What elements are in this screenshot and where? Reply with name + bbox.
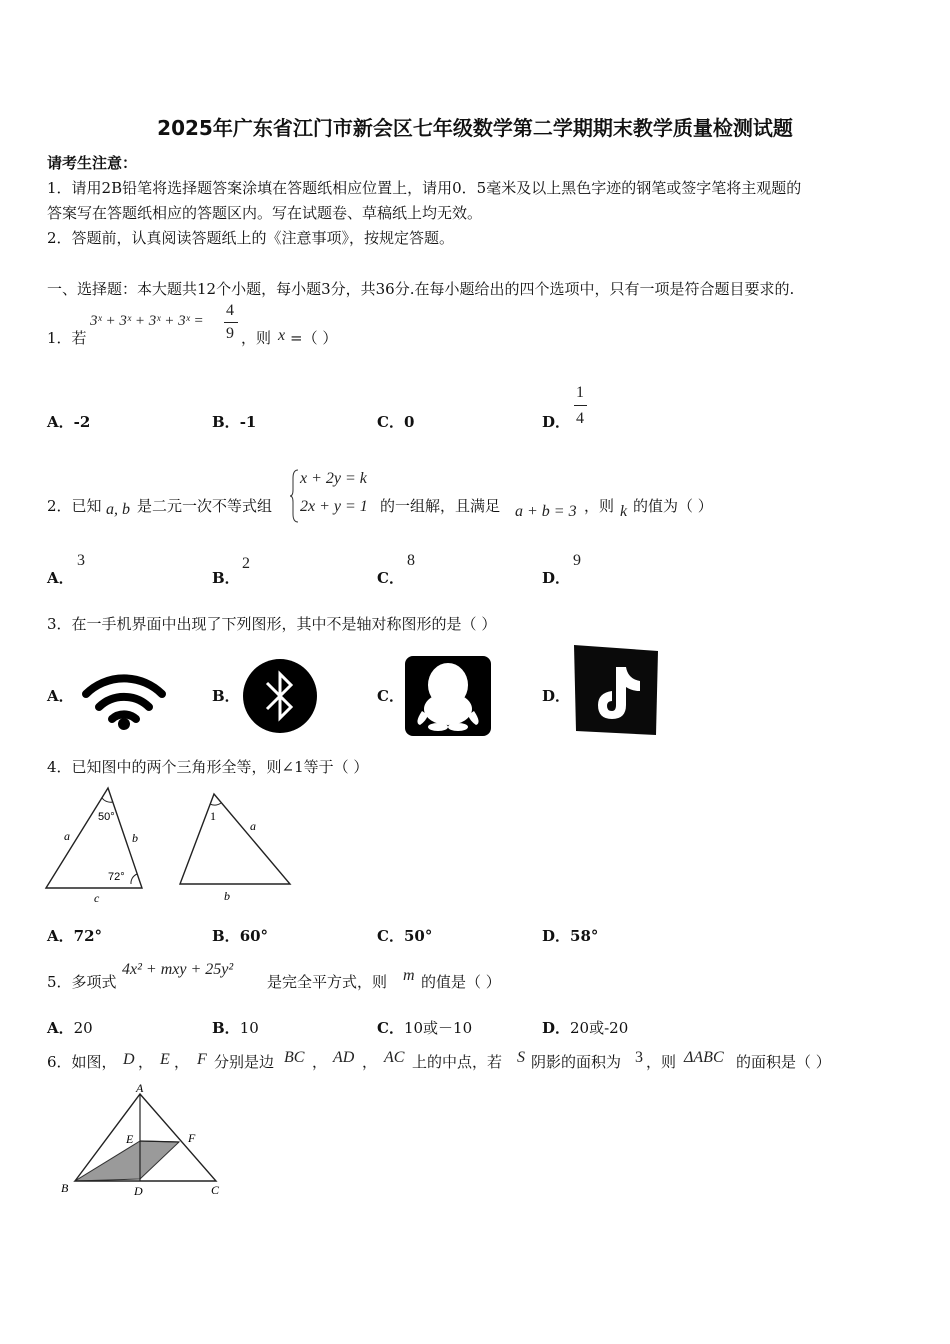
q6-mid3: 阴影的面积为 xyxy=(531,1053,622,1071)
q2-k: k xyxy=(620,503,628,520)
wifi-icon xyxy=(80,668,168,732)
q4-fig2-angle-mark: 1 xyxy=(210,809,216,823)
q6-E: E xyxy=(160,1051,170,1068)
q6-triangle-figure xyxy=(56,1080,232,1202)
q1-fraction-numerator: 4 xyxy=(226,302,234,319)
q6-AC: AC xyxy=(384,1049,405,1066)
q5-mid: 是完全平方式，则 xyxy=(267,973,388,991)
q1-tail-end: =（ ） xyxy=(290,329,338,347)
q4-fig1-angle-right: 72° xyxy=(108,871,125,883)
q3-option-a[interactable]: A． xyxy=(47,687,74,705)
q4-text: 4．已知图中的两个三角形全等，则∠1等于（ ） xyxy=(47,758,369,776)
q5-m: m xyxy=(403,967,415,984)
q6-AD: AD xyxy=(333,1049,355,1066)
q6-fig-label-F: F xyxy=(188,1131,196,1145)
q6-mid: 分别是边 xyxy=(214,1053,275,1071)
q5-option-c[interactable]: C．10或－10 xyxy=(377,1019,473,1037)
q1-option-b[interactable]: B．-1 xyxy=(212,413,257,431)
q6-ABC: ΔABC xyxy=(684,1049,724,1066)
q4-option-b[interactable]: B．60° xyxy=(212,927,269,945)
q2-eq1: x + 2y = k xyxy=(300,470,367,487)
q4-fig1-side-c: c xyxy=(94,891,100,905)
q3-option-c[interactable]: C． xyxy=(377,687,404,705)
q6-F: F xyxy=(197,1051,207,1068)
q6-D: D xyxy=(123,1051,135,1068)
q1-number: 1．若 xyxy=(47,329,87,347)
q2-option-b-value: 2 xyxy=(242,555,250,572)
qq-penguin-icon xyxy=(404,655,492,737)
q6-sep-4: ， xyxy=(362,1053,378,1071)
q4-fig1-angle-top: 50° xyxy=(98,811,115,823)
q4-option-d[interactable]: D．58° xyxy=(542,927,599,945)
q6-mid4: ，则 xyxy=(646,1053,677,1071)
q5-option-a[interactable]: A．20 xyxy=(47,1019,93,1037)
q1-tail: ，则 xyxy=(241,329,272,347)
q4-fig2-side-a: a xyxy=(250,819,256,833)
q2-option-d[interactable]: D． xyxy=(542,569,571,587)
q2-option-d-value: 9 xyxy=(573,552,581,569)
q4-fig2-side-b: b xyxy=(224,889,230,903)
q6-fig-label-A: A xyxy=(136,1081,144,1095)
q1-option-d[interactable]: D． xyxy=(542,413,571,431)
q1-fraction-denominator: 9 xyxy=(226,325,234,342)
section-heading: 一、选择题：本大题共12个小题，每小题3分，共36分.在每小题给出的四个选项中，只有一项是符合题目要求的. xyxy=(47,280,795,298)
q2-option-a[interactable]: A． xyxy=(47,569,74,587)
q5-option-b[interactable]: B．10 xyxy=(212,1019,259,1037)
q3-option-d[interactable]: D． xyxy=(542,687,571,705)
q5-tail: 的值是（ ） xyxy=(421,973,501,991)
q6-BC: BC xyxy=(284,1049,305,1066)
q3-option-b[interactable]: B． xyxy=(212,687,240,705)
q6-fig-label-E: E xyxy=(126,1132,134,1146)
q6-fig-label-B: B xyxy=(61,1181,69,1195)
q2-option-a-value: 3 xyxy=(77,552,85,569)
q6-fig-label-C: C xyxy=(211,1183,220,1197)
bluetooth-icon xyxy=(241,657,319,735)
q1-option-d-denominator: 4 xyxy=(576,410,584,427)
q4-triangle-1 xyxy=(40,782,152,906)
q4-option-c[interactable]: C．50° xyxy=(377,927,433,945)
q2-option-c-value: 8 xyxy=(407,552,415,569)
q2-condition: a + b = 3 xyxy=(515,503,577,520)
q5-option-d[interactable]: D．20或-20 xyxy=(542,1019,629,1037)
q2-mid2: 的一组解，且满足 xyxy=(380,497,501,515)
q3-text: 3．在一手机界面中出现了下列图形，其中不是轴对称图形的是（ ） xyxy=(47,615,497,633)
q6-sep-1: ， xyxy=(138,1053,154,1071)
q2-eq2: 2x + y = 1 xyxy=(300,498,368,515)
tiktok-icon xyxy=(570,643,662,737)
q2-vars: a, b xyxy=(106,501,130,518)
q2-option-c[interactable]: C． xyxy=(377,569,404,587)
q1-option-a[interactable]: A．-2 xyxy=(47,413,91,431)
q5-expression: 4x² + mxy + 25y² xyxy=(122,961,234,978)
q1-tail-var: x xyxy=(278,327,286,344)
q6-sep-3: ， xyxy=(312,1053,328,1071)
notice-line-2: 答案写在答题纸相应的答题区内。写在试题卷、草稿纸上均无效。 xyxy=(47,204,483,222)
q4-option-a[interactable]: A．72° xyxy=(47,927,103,945)
notice-heading: 请考生注意： xyxy=(47,154,138,172)
q1-fraction-bar xyxy=(224,322,238,323)
q2-mid3: ，则 xyxy=(584,497,615,515)
q6-S: S xyxy=(517,1049,525,1066)
notice-line-3: 2．答题前，认真阅读答题纸上的《注意事项》，按规定答题。 xyxy=(47,229,455,247)
q1-expression: 3ˣ + 3ˣ + 3ˣ + 3ˣ = xyxy=(90,313,204,329)
q1-option-c[interactable]: C．0 xyxy=(377,413,415,431)
q1-option-d-numerator: 1 xyxy=(576,384,584,401)
q2-option-b[interactable]: B． xyxy=(212,569,240,587)
q6-sep-2: ， xyxy=(174,1053,190,1071)
q6-fig-label-D: D xyxy=(134,1184,143,1198)
q2-tail: 的值为（ ） xyxy=(633,497,713,515)
q2-mid: 是二元一次不等式组 xyxy=(137,497,273,515)
notice-line-1: 1．请用2B铅笔将选择题答案涂填在答题纸相应位置上，请用0．5毫米及以上黑色字迹的钢笔或签字笔将主观题的 xyxy=(47,179,802,197)
q6-tail: 的面积是（ ） xyxy=(736,1053,831,1071)
q4-fig1-side-a: a xyxy=(64,829,70,843)
q2-number: 2．已知 xyxy=(47,497,102,515)
q4-triangle-2 xyxy=(174,788,296,906)
q1-option-d-bar xyxy=(574,405,587,406)
q4-fig1-side-b: b xyxy=(132,831,138,845)
page-title: 2025年广东省江门市新会区七年级数学第二学期期末教学质量检测试题 xyxy=(157,116,793,140)
q6-number: 6．如图， xyxy=(47,1053,117,1071)
q6-mid2: 上的中点，若 xyxy=(412,1053,503,1071)
q6-three: 3 xyxy=(635,1049,643,1066)
q2-brace xyxy=(290,468,300,524)
q5-number: 5．多项式 xyxy=(47,973,117,991)
